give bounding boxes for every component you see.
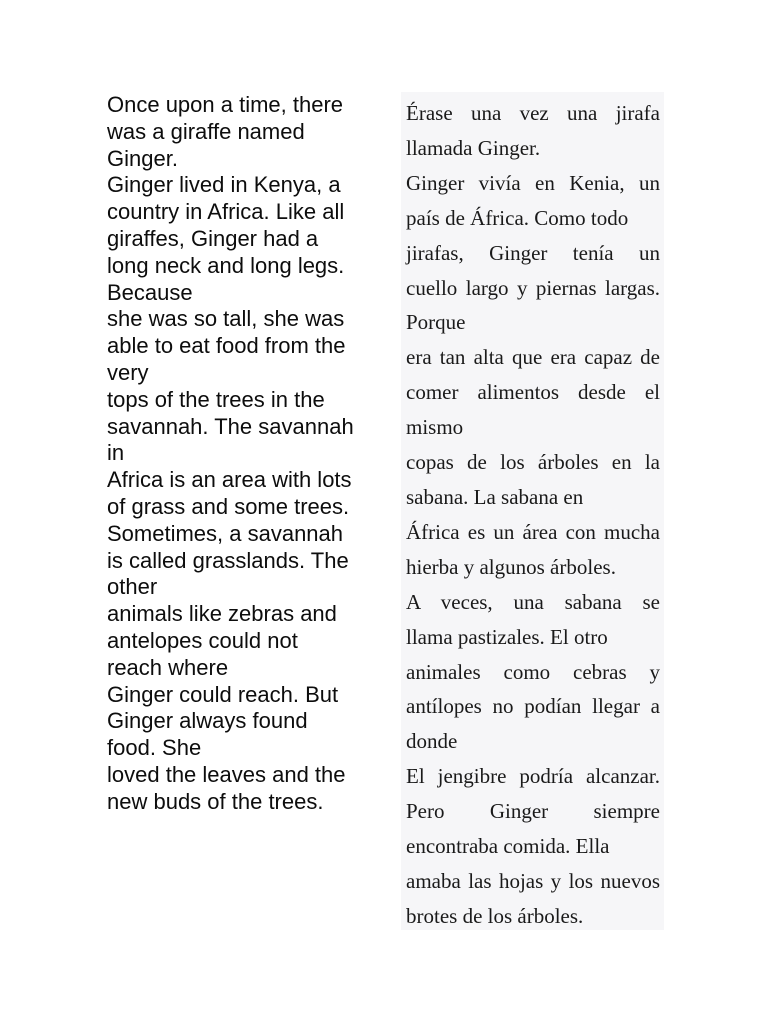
english-line: giraffes, Ginger had a (107, 225, 319, 251)
english-line: reach where (107, 654, 229, 680)
spanish-line: Pero Ginger siempre (406, 799, 660, 824)
spanish-text-column (401, 92, 664, 930)
spanish-line: África es un área con mucha (406, 519, 660, 544)
spanish-line: jirafas, Ginger tenía un (406, 240, 660, 265)
spanish-line: antílopes no podían llegar a (406, 694, 660, 719)
english-line: country in Africa. Like all (107, 199, 345, 225)
english-line: very (107, 359, 149, 385)
english-line: long neck and long legs. (107, 252, 345, 278)
spanish-line: brotes de los árboles. (406, 903, 584, 928)
english-line: savannah. The savannah (107, 413, 354, 439)
english-line: other (107, 574, 158, 600)
english-line: in (107, 440, 125, 466)
english-line: Ginger lived in Kenya, a (107, 172, 341, 198)
spanish-line: llama pastizales. El otro (406, 624, 608, 649)
spanish-line: cuello largo y piernas largas. (406, 275, 660, 300)
spanish-line: Érase una vez una jirafa (406, 101, 660, 125)
english-line: Sometimes, a savannah (107, 520, 344, 546)
spanish-line: A veces, una sabana se (406, 589, 660, 614)
spanish-line: encontraba comida. Ella (406, 834, 610, 859)
spanish-line: hierba y algunos árboles. (406, 554, 616, 579)
english-line: loved the leaves and the (107, 761, 346, 787)
english-line: of grass and some trees. (107, 493, 350, 519)
spanish-line: El jengibre podría alcanzar. (406, 764, 660, 789)
english-line: tops of the trees in the (107, 386, 325, 412)
spanish-line: amaba las hojas y los nuevos (406, 868, 660, 893)
english-line: she was so tall, she was (107, 306, 345, 332)
english-line: Ginger always found (107, 708, 308, 734)
spanish-line: llamada Ginger. (406, 135, 541, 160)
english-line: Ginger. (107, 145, 178, 171)
spanish-line: donde (406, 729, 458, 754)
english-line: Because (107, 279, 193, 305)
spanish-line: Porque (406, 310, 466, 335)
spanish-line: país de África. Como todo (406, 205, 629, 230)
english-line: animals like zebras and (107, 601, 337, 627)
spanish-line: comer alimentos desde el (406, 380, 660, 405)
english-line: able to eat food from the (107, 333, 346, 359)
spanish-line: mismo (406, 415, 464, 440)
english-line: new buds of the trees. (107, 788, 324, 814)
spanish-line: era tan alta que era capaz de (406, 345, 660, 370)
spanish-line: copas de los árboles en la (406, 450, 660, 475)
english-line: Ginger could reach. But (107, 681, 339, 707)
english-line: is called grasslands. The (107, 547, 349, 573)
spanish-line: Ginger vivía en Kenia, un (406, 170, 660, 195)
english-line: was a giraffe named (107, 118, 305, 144)
english-line: food. She (107, 735, 202, 761)
spanish-line: animales como cebras y (406, 659, 660, 684)
english-text-column (107, 92, 369, 816)
english-line: Africa is an area with lots (107, 467, 352, 493)
english-line: Once upon a time, there (107, 92, 344, 117)
english-line: antelopes could not (107, 627, 298, 653)
spanish-line: sabana. La sabana en (406, 484, 584, 509)
